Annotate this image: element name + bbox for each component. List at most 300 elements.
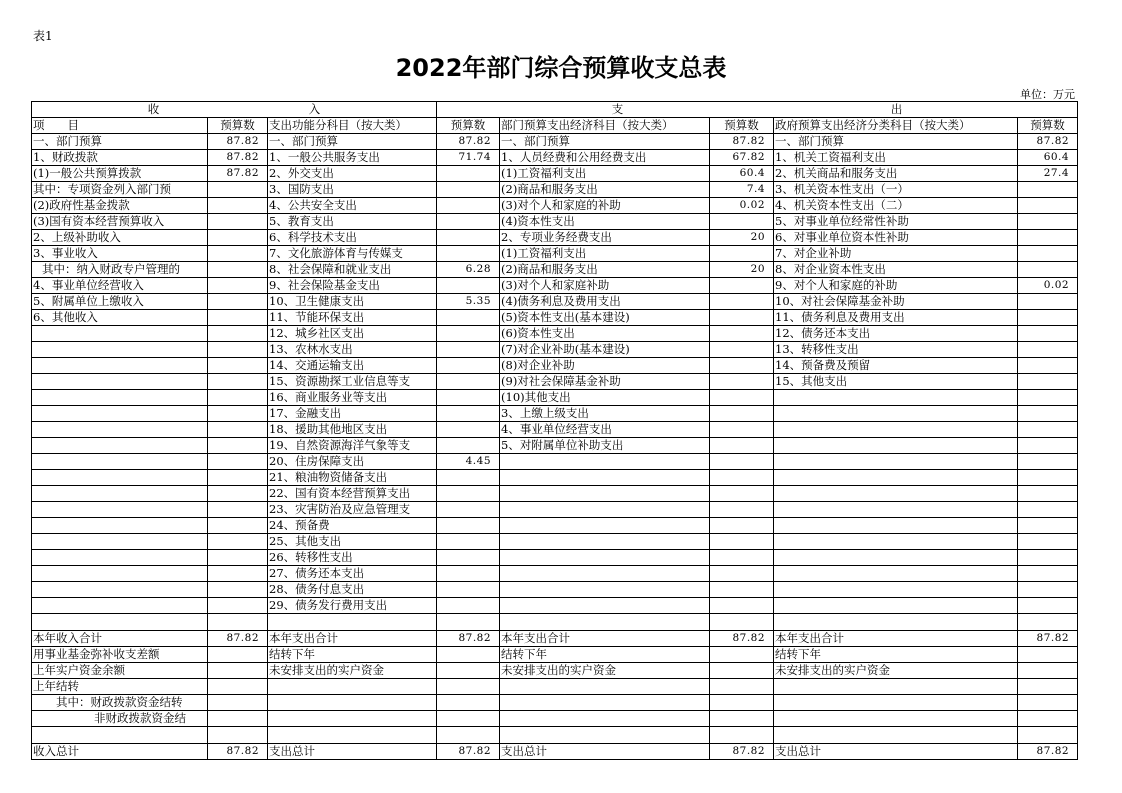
- dept-economic-amount: [710, 663, 774, 679]
- function-item: 28、债务付息支出: [268, 582, 437, 598]
- col-header-amount: 预算数: [437, 118, 500, 134]
- col-header-amount: 预算数: [208, 118, 268, 134]
- function-item: 21、粮油物资储备支出: [268, 470, 437, 486]
- income-amount: [208, 534, 268, 550]
- dept-economic-amount: 67.82: [710, 150, 774, 166]
- gov-economic-item: 15、其他支出: [774, 374, 1018, 390]
- function-amount: [437, 422, 500, 438]
- income-amount: [208, 550, 268, 566]
- dept-economic-amount: [710, 470, 774, 486]
- income-amount: [208, 470, 268, 486]
- gov-economic-amount: 87.82: [1018, 744, 1078, 760]
- table-row: [32, 390, 1078, 406]
- gov-economic-amount: [1018, 358, 1078, 374]
- function-item: 24、预备费: [268, 518, 437, 534]
- gov-economic-amount: [1018, 310, 1078, 326]
- budget-table: [31, 101, 1078, 760]
- gov-economic-amount: [1018, 695, 1078, 711]
- function-amount: [437, 326, 500, 342]
- income-amount: [208, 342, 268, 358]
- dept-economic-item: 5、对附属单位补助支出: [500, 438, 710, 454]
- gov-economic-amount: [1018, 182, 1078, 198]
- gov-economic-item: [774, 406, 1018, 422]
- gov-economic-amount: [1018, 550, 1078, 566]
- function-item: 9、社会保险基金支出: [268, 278, 437, 294]
- function-amount: [437, 374, 500, 390]
- function-item: 27、债务还本支出: [268, 566, 437, 582]
- income-item: 其中：财政拨款资金结转: [32, 695, 208, 711]
- table-row: [32, 502, 1078, 518]
- dept-economic-item: [500, 598, 710, 614]
- income-amount: 87.82: [208, 150, 268, 166]
- table-row: [32, 744, 1078, 760]
- dept-economic-amount: [710, 502, 774, 518]
- dept-economic-item: 2、专项业务经费支出: [500, 230, 710, 246]
- gov-economic-amount: [1018, 663, 1078, 679]
- function-item: 6、科学技术支出: [268, 230, 437, 246]
- function-amount: [437, 711, 500, 727]
- gov-economic-amount: [1018, 566, 1078, 582]
- function-item: [268, 695, 437, 711]
- gov-economic-item: [774, 502, 1018, 518]
- income-item: [32, 342, 208, 358]
- function-item: 4、公共安全支出: [268, 198, 437, 214]
- income-item: [32, 358, 208, 374]
- gov-economic-amount: [1018, 342, 1078, 358]
- income-amount: 87.82: [208, 631, 268, 647]
- gov-economic-item: [774, 390, 1018, 406]
- income-amount: [208, 566, 268, 582]
- function-item: 结转下年: [268, 647, 437, 663]
- gov-economic-item: 10、对社会保障基金补助: [774, 294, 1018, 310]
- table-row: [32, 454, 1078, 470]
- income-item: 3、事业收入: [32, 246, 208, 262]
- gov-economic-amount: [1018, 454, 1078, 470]
- gov-economic-amount: [1018, 326, 1078, 342]
- income-item: [32, 598, 208, 614]
- function-item: 16、商业服务业等支出: [268, 390, 437, 406]
- dept-economic-item: (7)对企业补助(基本建设): [500, 342, 710, 358]
- dept-economic-item: (4)债务利息及费用支出: [500, 294, 710, 310]
- income-item: [32, 566, 208, 582]
- col-header-item: 项 目: [32, 118, 208, 134]
- income-item: 其中：纳入财政专户管理的: [32, 262, 208, 278]
- dept-economic-amount: [710, 566, 774, 582]
- table-row: [32, 486, 1078, 502]
- dept-economic-item: [500, 711, 710, 727]
- function-amount: [437, 310, 500, 326]
- income-amount: [208, 502, 268, 518]
- income-item: 1、财政拨款: [32, 150, 208, 166]
- dept-economic-item: 本年支出合计: [500, 631, 710, 647]
- col-header-dept-economic: 部门预算支出经济科目（按大类）: [500, 118, 710, 134]
- function-item: 26、转移性支出: [268, 550, 437, 566]
- dept-economic-item: [500, 534, 710, 550]
- income-item: 收入总计: [32, 744, 208, 760]
- function-item: 未安排支出的实户资金: [268, 663, 437, 679]
- function-amount: 5.35: [437, 294, 500, 310]
- gov-economic-amount: [1018, 422, 1078, 438]
- col-header-gov-economic: 政府预算支出经济分类科目（按大类）: [774, 118, 1018, 134]
- income-char-1: 收: [147, 102, 160, 116]
- gov-economic-item: [774, 518, 1018, 534]
- table-row: [32, 711, 1078, 727]
- dept-economic-item: 支出总计: [500, 744, 710, 760]
- income-item: [32, 390, 208, 406]
- income-item: (3)国有资本经营预算收入: [32, 214, 208, 230]
- dept-economic-item: (2)商品和服务支出: [500, 262, 710, 278]
- function-item: 20、住房保障支出: [268, 454, 437, 470]
- dept-economic-item: [500, 566, 710, 582]
- gov-economic-item: [774, 454, 1018, 470]
- table-row: [32, 134, 1078, 150]
- gov-economic-amount: [1018, 679, 1078, 695]
- dept-economic-amount: [710, 695, 774, 711]
- dept-economic-amount: 60.4: [710, 166, 774, 182]
- income-amount: [208, 647, 268, 663]
- gov-economic-amount: [1018, 374, 1078, 390]
- income-amount: [208, 310, 268, 326]
- dept-economic-amount: [710, 582, 774, 598]
- income-item: [32, 454, 208, 470]
- unit-label: 单位：万元: [1020, 88, 1075, 101]
- function-item: 22、国有资本经营预算支出: [268, 486, 437, 502]
- function-amount: [437, 214, 500, 230]
- dept-economic-item: (9)对社会保障基金补助: [500, 374, 710, 390]
- income-amount: [208, 582, 268, 598]
- gov-economic-amount: [1018, 711, 1078, 727]
- income-amount: [208, 598, 268, 614]
- income-item: 本年收入合计: [32, 631, 208, 647]
- function-amount: 6.28: [437, 262, 500, 278]
- function-amount: [437, 486, 500, 502]
- function-amount: [437, 566, 500, 582]
- income-amount: 87.82: [208, 166, 268, 182]
- income-item: [32, 422, 208, 438]
- gov-economic-amount: 27.4: [1018, 166, 1078, 182]
- dept-economic-item: [500, 518, 710, 534]
- dept-economic-amount: 0.02: [710, 198, 774, 214]
- gov-economic-amount: [1018, 727, 1078, 744]
- function-amount: [437, 614, 500, 631]
- dept-economic-amount: [710, 326, 774, 342]
- income-amount: [208, 182, 268, 198]
- gov-economic-item: [774, 598, 1018, 614]
- function-item: 2、外交支出: [268, 166, 437, 182]
- dept-economic-amount: [710, 518, 774, 534]
- function-item: 17、金融支出: [268, 406, 437, 422]
- function-item: 1、一般公共服务支出: [268, 150, 437, 166]
- table-row: [32, 518, 1078, 534]
- function-item: 13、农林水支出: [268, 342, 437, 358]
- function-item: [268, 711, 437, 727]
- table-row: [32, 342, 1078, 358]
- function-amount: [437, 679, 500, 695]
- gov-economic-item: [774, 679, 1018, 695]
- dept-economic-amount: 7.4: [710, 182, 774, 198]
- income-amount: [208, 214, 268, 230]
- function-amount: [437, 647, 500, 663]
- table-row: [32, 278, 1078, 294]
- function-amount: [437, 695, 500, 711]
- dept-economic-amount: [710, 534, 774, 550]
- table-row: [32, 198, 1078, 214]
- function-amount: [437, 582, 500, 598]
- expense-char-1: 支: [611, 102, 624, 116]
- income-item: [32, 326, 208, 342]
- column-header-row: [32, 118, 1078, 134]
- table-row: [32, 598, 1078, 614]
- function-amount: [437, 663, 500, 679]
- dept-economic-item: [500, 582, 710, 598]
- table-row: [32, 310, 1078, 326]
- gov-economic-amount: 87.82: [1018, 134, 1078, 150]
- dept-economic-item: (6)资本性支出: [500, 326, 710, 342]
- function-amount: [437, 518, 500, 534]
- table-row: [32, 663, 1078, 679]
- dept-economic-item: (2)商品和服务支出: [500, 182, 710, 198]
- income-item: [32, 502, 208, 518]
- dept-economic-item: (5)资本性支出(基本建设): [500, 310, 710, 326]
- income-item: 上年结转: [32, 679, 208, 695]
- income-item: (1)一般公共预算拨款: [32, 166, 208, 182]
- gov-economic-amount: 0.02: [1018, 278, 1078, 294]
- table-row: [32, 422, 1078, 438]
- income-amount: [208, 454, 268, 470]
- function-amount: [437, 534, 500, 550]
- dept-economic-item: [500, 614, 710, 631]
- function-item: [268, 614, 437, 631]
- dept-economic-item: [500, 470, 710, 486]
- function-amount: [437, 342, 500, 358]
- table-row: [32, 695, 1078, 711]
- gov-economic-item: [774, 566, 1018, 582]
- income-amount: [208, 262, 268, 278]
- function-amount: [437, 502, 500, 518]
- dept-economic-item: [500, 454, 710, 470]
- dept-economic-amount: [710, 310, 774, 326]
- income-item: 其中：专项资金列入部门预: [32, 182, 208, 198]
- function-item: 12、城乡社区支出: [268, 326, 437, 342]
- function-item: 11、节能环保支出: [268, 310, 437, 326]
- function-item: 8、社会保障和就业支出: [268, 262, 437, 278]
- income-char-2: 入: [308, 102, 321, 116]
- income-item: [32, 470, 208, 486]
- gov-economic-item: 4、机关资本性支出（二）: [774, 198, 1018, 214]
- table-row: [32, 631, 1078, 647]
- dept-economic-item: [500, 695, 710, 711]
- table-row: [32, 374, 1078, 390]
- table-row: [32, 438, 1078, 454]
- function-item: [268, 727, 437, 744]
- dept-economic-amount: [710, 278, 774, 294]
- table-row: [32, 214, 1078, 230]
- function-item: 5、教育支出: [268, 214, 437, 230]
- dept-economic-item: (1)工资福利支出: [500, 246, 710, 262]
- table-row: [32, 294, 1078, 310]
- income-amount: [208, 695, 268, 711]
- gov-economic-amount: [1018, 406, 1078, 422]
- gov-economic-amount: [1018, 230, 1078, 246]
- gov-economic-item: [774, 534, 1018, 550]
- dept-economic-amount: [710, 727, 774, 744]
- table-row: [32, 647, 1078, 663]
- dept-economic-item: 未安排支出的实户资金: [500, 663, 710, 679]
- dept-economic-item: [500, 486, 710, 502]
- gov-economic-amount: [1018, 534, 1078, 550]
- dept-economic-amount: 87.82: [710, 631, 774, 647]
- income-item: [32, 518, 208, 534]
- dept-economic-amount: [710, 438, 774, 454]
- income-item: 5、附属单位上缴收入: [32, 294, 208, 310]
- table-row: [32, 246, 1078, 262]
- dept-economic-amount: [710, 486, 774, 502]
- income-item: 非财政拨款资金结: [32, 711, 208, 727]
- function-amount: [437, 166, 500, 182]
- income-amount: [208, 230, 268, 246]
- dept-economic-amount: [710, 342, 774, 358]
- income-item: [32, 582, 208, 598]
- function-amount: [437, 406, 500, 422]
- gov-economic-item: [774, 711, 1018, 727]
- dept-economic-amount: [710, 246, 774, 262]
- dept-economic-item: 一、部门预算: [500, 134, 710, 150]
- function-amount: [437, 598, 500, 614]
- table-row: [32, 582, 1078, 598]
- gov-economic-item: [774, 582, 1018, 598]
- gov-economic-item: 12、债务还本支出: [774, 326, 1018, 342]
- dept-economic-item: [500, 502, 710, 518]
- gov-economic-item: 2、机关商品和服务支出: [774, 166, 1018, 182]
- function-amount: [437, 198, 500, 214]
- gov-economic-item: 9、对个人和家庭的补助: [774, 278, 1018, 294]
- gov-economic-amount: [1018, 470, 1078, 486]
- table-row: [32, 230, 1078, 246]
- function-item: 本年支出合计: [268, 631, 437, 647]
- dept-economic-item: 4、事业单位经营支出: [500, 422, 710, 438]
- income-item: [32, 406, 208, 422]
- gov-economic-item: 3、机关资本性支出（一）: [774, 182, 1018, 198]
- function-amount: [437, 470, 500, 486]
- dept-economic-amount: 87.82: [710, 744, 774, 760]
- gov-economic-item: 一、部门预算: [774, 134, 1018, 150]
- dept-economic-item: (4)资本性支出: [500, 214, 710, 230]
- gov-economic-amount: [1018, 614, 1078, 631]
- function-item: 10、卫生健康支出: [268, 294, 437, 310]
- dept-economic-amount: [710, 294, 774, 310]
- function-amount: [437, 358, 500, 374]
- table-row: [32, 358, 1078, 374]
- dept-economic-item: 1、人员经费和公用经费支出: [500, 150, 710, 166]
- gov-economic-item: [774, 695, 1018, 711]
- income-amount: [208, 278, 268, 294]
- gov-economic-amount: [1018, 390, 1078, 406]
- income-item: 6、其他收入: [32, 310, 208, 326]
- dept-economic-amount: [710, 406, 774, 422]
- dept-economic-item: (8)对企业补助: [500, 358, 710, 374]
- dept-economic-amount: [710, 454, 774, 470]
- gov-economic-amount: [1018, 502, 1078, 518]
- income-amount: [208, 374, 268, 390]
- income-item: [32, 727, 208, 744]
- gov-economic-item: [774, 486, 1018, 502]
- function-item: 支出总计: [268, 744, 437, 760]
- table-row: [32, 406, 1078, 422]
- dept-economic-amount: [710, 358, 774, 374]
- table-row: [32, 326, 1078, 342]
- income-amount: [208, 679, 268, 695]
- dept-economic-amount: [710, 374, 774, 390]
- table-row: [32, 614, 1078, 631]
- income-amount: 87.82: [208, 134, 268, 150]
- function-amount: 87.82: [437, 744, 500, 760]
- income-amount: [208, 663, 268, 679]
- income-amount: [208, 390, 268, 406]
- gov-economic-amount: [1018, 198, 1078, 214]
- function-amount: 87.82: [437, 134, 500, 150]
- table-row: [32, 262, 1078, 278]
- gov-economic-item: 1、机关工资福利支出: [774, 150, 1018, 166]
- expense-section-header: [437, 102, 1078, 118]
- income-item: [32, 486, 208, 502]
- gov-economic-amount: [1018, 647, 1078, 663]
- function-amount: [437, 550, 500, 566]
- dept-economic-amount: 87.82: [710, 134, 774, 150]
- table-row: [32, 166, 1078, 182]
- income-item: [32, 534, 208, 550]
- dept-economic-amount: [710, 390, 774, 406]
- gov-economic-item: 13、转移性支出: [774, 342, 1018, 358]
- gov-economic-amount: 60.4: [1018, 150, 1078, 166]
- gov-economic-item: 6、对事业单位资本性补助: [774, 230, 1018, 246]
- dept-economic-amount: [710, 614, 774, 631]
- function-item: [268, 679, 437, 695]
- dept-economic-item: (10)其他支出: [500, 390, 710, 406]
- dept-economic-amount: [710, 214, 774, 230]
- gov-economic-amount: [1018, 582, 1078, 598]
- dept-economic-item: (3)对个人和家庭的补助: [500, 198, 710, 214]
- gov-economic-item: 11、债务利息及费用支出: [774, 310, 1018, 326]
- income-amount: [208, 246, 268, 262]
- income-amount: [208, 727, 268, 744]
- dept-economic-amount: [710, 598, 774, 614]
- dept-economic-amount: 20: [710, 230, 774, 246]
- dept-economic-amount: [710, 422, 774, 438]
- function-amount: [437, 246, 500, 262]
- gov-economic-amount: [1018, 438, 1078, 454]
- income-item: [32, 614, 208, 631]
- income-amount: [208, 486, 268, 502]
- income-amount: [208, 518, 268, 534]
- gov-economic-item: 7、对企业补助: [774, 246, 1018, 262]
- gov-economic-item: 未安排支出的实户资金: [774, 663, 1018, 679]
- dept-economic-amount: [710, 647, 774, 663]
- income-item: 4、事业单位经营收入: [32, 278, 208, 294]
- function-amount: 71.74: [437, 150, 500, 166]
- table-row: [32, 679, 1078, 695]
- function-item: 25、其他支出: [268, 534, 437, 550]
- table-row: [32, 470, 1078, 486]
- page-title: 2022年部门综合预算收支总表: [395, 54, 727, 82]
- table-row: [32, 550, 1078, 566]
- function-item: 一、部门预算: [268, 134, 437, 150]
- gov-economic-item: 14、预备费及预留: [774, 358, 1018, 374]
- gov-economic-item: [774, 422, 1018, 438]
- table-number: 表1: [33, 29, 53, 43]
- gov-economic-item: [774, 550, 1018, 566]
- function-item: 23、灾害防治及应急管理支: [268, 502, 437, 518]
- gov-economic-amount: [1018, 598, 1078, 614]
